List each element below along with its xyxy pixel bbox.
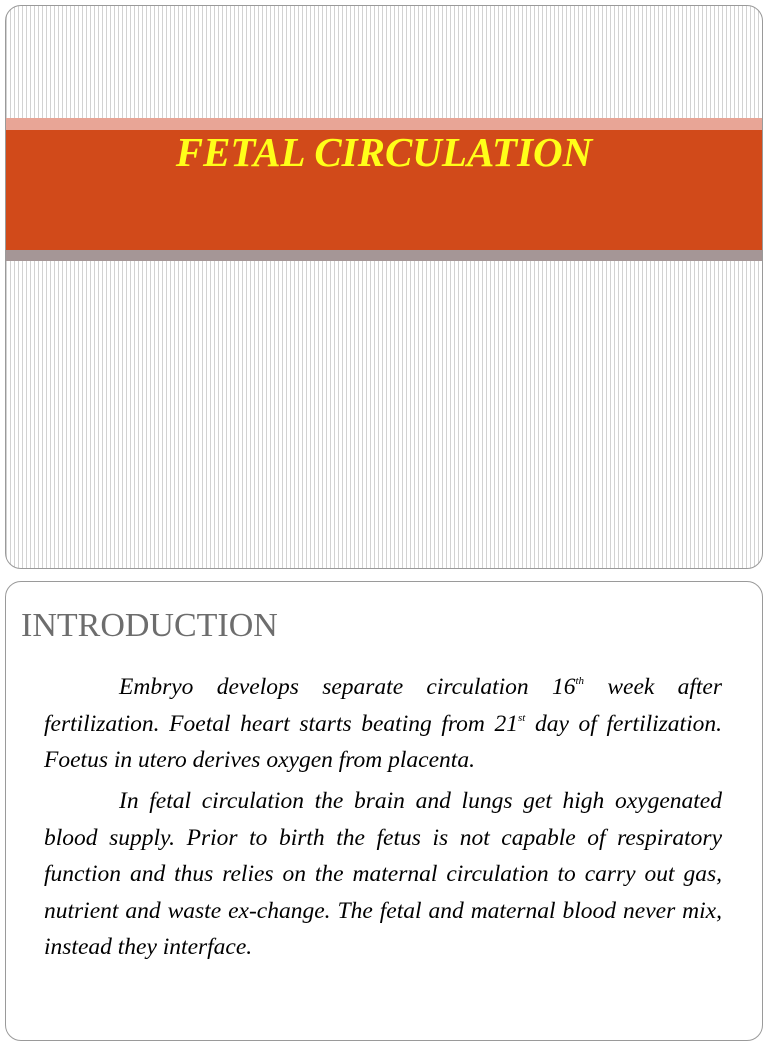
ordinal-suffix-st: st xyxy=(518,711,526,724)
slide-heading: INTRODUCTION xyxy=(21,607,278,644)
title-slide[interactable] xyxy=(5,5,763,569)
title-band-bottom-stripe xyxy=(6,250,762,261)
body-paragraph-2: In fetal circulation the brain and lungs get high oxygenated blood supply. Prior to birth the fetus is not capable of respiratory function and thus relies on the maternal circulation to carry out gas, nutrient and waste ex-change. The fetal and maternal blood never mix, instead they interface. xyxy=(44,788,722,960)
introduction-slide[interactable] xyxy=(5,581,763,1041)
slide-title: FETAL CIRCULATION xyxy=(175,129,593,175)
paragraph-1-text-b: week after fertilization. Foetal heart starts beating from 21 xyxy=(44,674,722,737)
ordinal-suffix-th: th xyxy=(575,675,585,687)
paragraph-1-text-c: day of fertilization. Foetus in utero derives oxygen from placenta. xyxy=(44,710,722,773)
body-paragraph-1 xyxy=(44,669,722,779)
paragraph-1-text-a: Embryo develops separate circulation 16 xyxy=(119,674,576,700)
